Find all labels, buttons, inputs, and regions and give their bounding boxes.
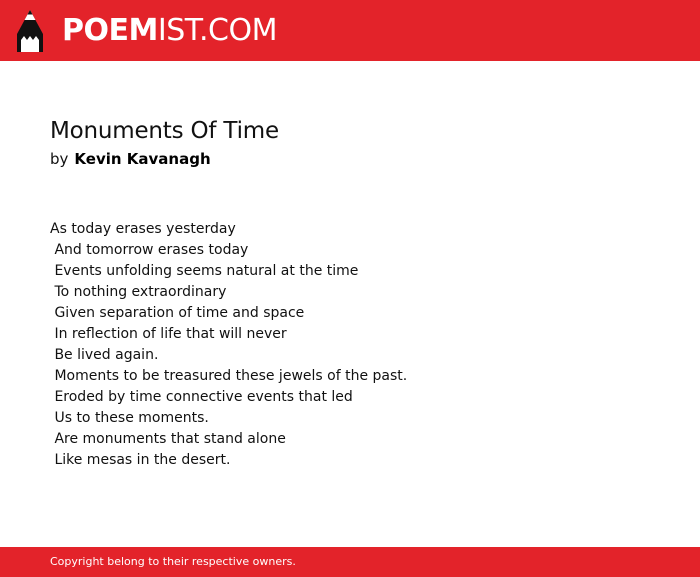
poem-line: Be lived again.: [50, 347, 159, 363]
logo-light-text: IST.COM: [157, 13, 277, 48]
poem-line: Moments to be treasured these jewels of the past.: [50, 368, 408, 384]
logo-bold-text: POEM: [62, 13, 158, 48]
poem-body: [50, 219, 650, 471]
copyright-text: Copyright belong to their respective owners.: [50, 555, 296, 568]
poem-line: To nothing extraordinary: [50, 284, 227, 300]
poem-title: Monuments Of Time: [50, 118, 279, 144]
site-footer: [0, 547, 700, 577]
site-logo[interactable]: [62, 13, 277, 49]
poem-line: Given separation of time and space: [50, 305, 305, 321]
poem-line: Eroded by time connective events that led: [50, 389, 353, 405]
poem-line: In reflection of life that will never: [50, 326, 287, 342]
poem-line: As today erases yesterday: [50, 221, 236, 237]
byline: [50, 149, 211, 169]
author-name: Kevin Kavanagh: [74, 150, 211, 168]
poem-line: And tomorrow erases today: [50, 242, 249, 258]
poem-line: Us to these moments.: [50, 410, 209, 426]
poem-line: Are monuments that stand alone: [50, 431, 286, 447]
pencil-icon: [17, 10, 43, 52]
site-header: [0, 0, 700, 61]
by-label: by: [50, 150, 69, 168]
poem-line: Events unfolding seems natural at the time: [50, 263, 359, 279]
poem-line: Like mesas in the desert.: [50, 452, 231, 468]
